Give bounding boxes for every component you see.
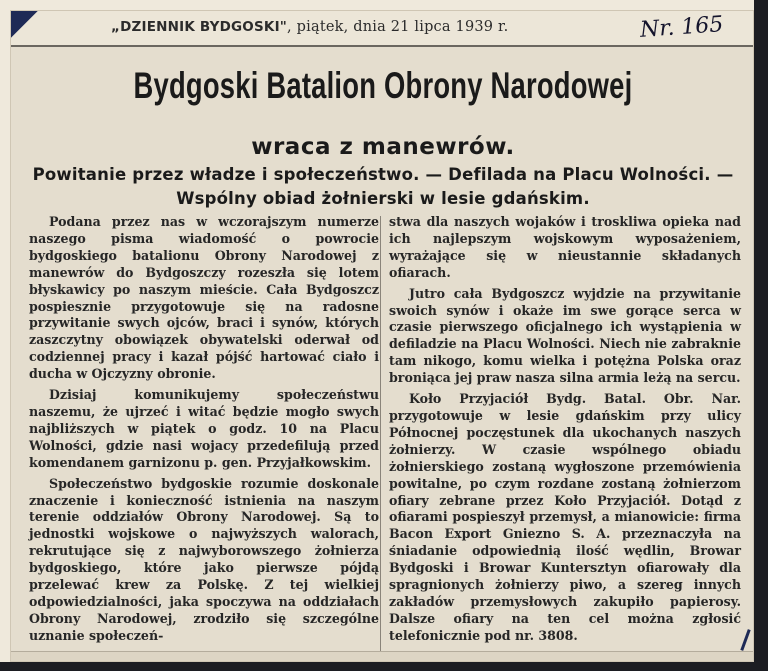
newspaper-name: „DZIENNIK BYDGOSKI"	[111, 19, 288, 35]
paragraph: Podana przez nas w wczorajszym numerze naszego pisma wiadomość o powrocie bydgoskiego batalionu Obrony Narodowej z manewrów do Bydgoszczy rozeszła się lotem błyskawicy po naszym mieście. Cała Bydgoszcz pospiesznie przygotowuje się na radosne przywitanie swych ojców, braci i synów, których zaszczytny obowiązek obywatelski oderwał od codziennej pracy i kazał pójść hartować ciało i ducha w Ojczyzny obronie.	[29, 214, 379, 382]
scan-border-right	[754, 0, 768, 671]
paragraph: Społeczeństwo bydgoskie rozumie doskonale znaczenie i konieczność istnienia na naszym terenie oddziałów Obrony Narodowej. Są to jednostki wojskowe o najwyższych walorach, rekrutujące się z najwyborowszego żołnierza bydgoskiego, które jako pierwsze pójdą przelewać krew za Polskę. Z tej wielkiej odpowiedzialności, jaka spoczywa na oddziałach Obrony Narodowej, zrodziło się szczególne uznanie społeczeń-	[29, 475, 379, 643]
paragraph: Jutro cała Bydgoszcz wyjdzie na przywitanie swoich synów i okaże im swe gorące serca w czasie pierwszego oficjalnego ich wystąpienia w defiladzie na Placu Wolności. Niech nie zabraknie tam nikogo, komu wielka i potężna Polska oraz broniąca jej praw nasza silna armia leżą na sercu.	[389, 285, 741, 386]
issue-number-handwritten: Nr. 165	[638, 12, 724, 43]
left-column	[29, 214, 379, 645]
corner-ink-mark	[740, 629, 750, 651]
column-divider	[380, 216, 381, 656]
article-subheadline: wraca z manewrów.	[251, 134, 515, 160]
paragraph: stwa dla naszych wojaków i troskliwa opieka nad ich najlepszym wojskowym wyposażeniem, wyrażające się w nieustannie składanych ofiarach.	[389, 214, 741, 280]
dateline: , piątek, dnia 21 lipca 1939 r.	[287, 19, 509, 35]
clipping-bottom-edge	[11, 651, 753, 661]
scan-border-bottom	[0, 662, 768, 671]
article-deck: Powitanie przez władze i społeczeństwo. — Defilada na Placu Wolności. — Wspólny obiad żołnierski w lesie gdańskim.	[32, 165, 734, 208]
article-headline: Bydgoski Batalion Obrony Narodowej	[133, 65, 633, 106]
masthead-strip	[11, 11, 753, 47]
right-column	[389, 214, 741, 645]
paragraph: Koło Przyjaciół Bydg. Batal. Obr. Nar. przygotowuje w lesie gdańskim przy ulicy Północnej poczęstunek dla ukochanych naszych żołnierzy. W czasie wspólnego obiadu żołnierskiego zostaną wygłoszone przemówienia powitalne, po czym rozdane zostaną żołnierzom ofiary zebrane przez Koło Przyjaciół. Dotąd z ofiarami pospieszył przemysł, a mianowicie: firma Bacon Export Gniezno S. A. przeznaczyła na śniadanie odpowiednią ilość wędlin, Browar Bydgoski i Browar Kuntersztyn ofiarowały dla spragnionych żołnierzy piwo, a szereg innych zakładów przemysłowych zakupiło papierosy. Dalsze ofiary na ten cel można zgłosić telefonicznie pod nr. 3808.	[389, 391, 741, 643]
newspaper-clipping	[10, 10, 754, 662]
paragraph: Dzisiaj komunikujemy społeczeństwu naszemu, że ujrzeć i witać będzie mogło swych najbliższych w piątek o godz. 10 na Placu Wolności, gdzie nasi wojacy przedefilują przed komendanem garnizonu p. gen. Przyjałkowskim.	[29, 387, 379, 470]
masthead-line	[111, 19, 508, 35]
corner-ink-mark	[11, 11, 41, 47]
